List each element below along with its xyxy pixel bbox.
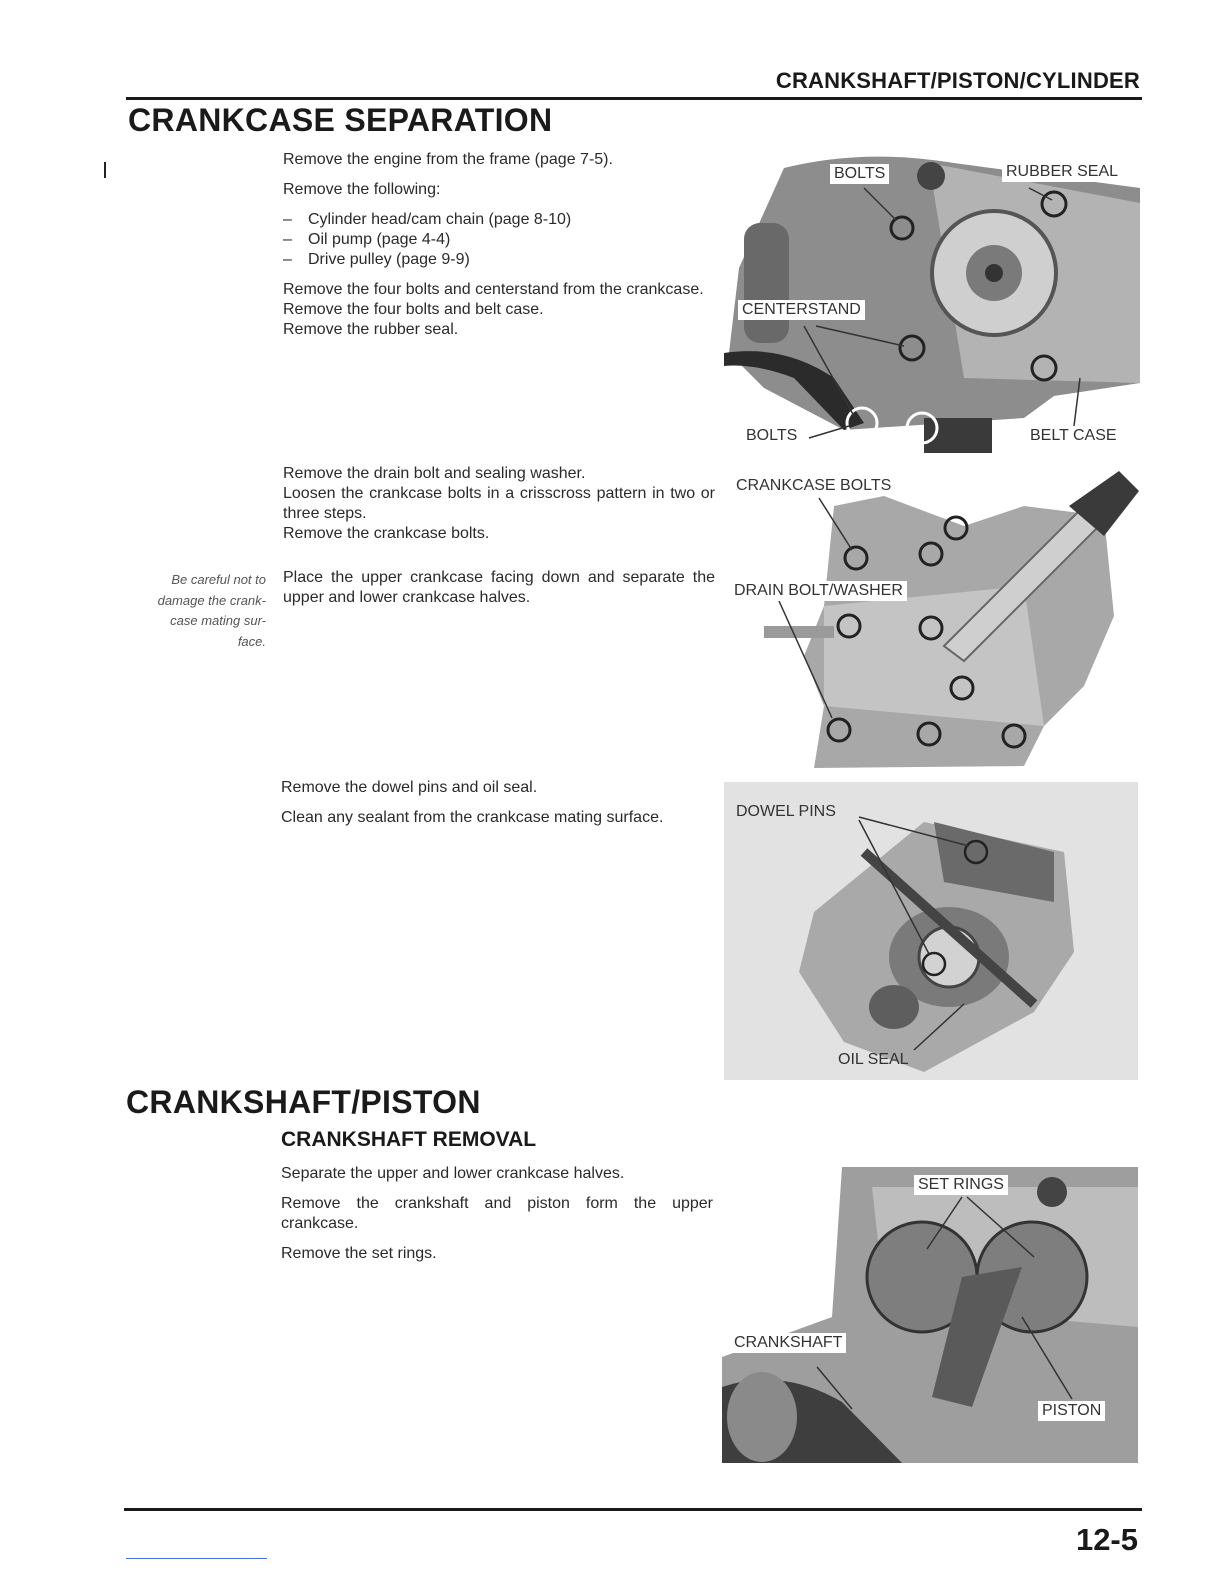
footer-rule [124, 1508, 1142, 1511]
running-header: CRANKSHAFT/PISTON/CYLINDER [775, 68, 1140, 93]
step-remove-belt-case: Remove the four bolts and belt case. [283, 301, 544, 318]
crankcase-photo [724, 466, 1140, 768]
label-drain-bolt-washer: DRAIN BOLT/WASHER [730, 581, 907, 601]
list-item-text: Oil pump (page 4-4) [308, 231, 451, 248]
label-rubber-seal: RUBBER SEAL [1002, 162, 1122, 182]
remove-list [283, 210, 715, 270]
note-line: case mating sur- [170, 613, 266, 628]
figure-crankshaft [722, 1167, 1138, 1463]
section-title-separation: CRANKCASE SEPARATION [128, 102, 553, 138]
crankcase-half-photo [724, 782, 1138, 1080]
step-remove-following: Remove the following: [283, 181, 441, 198]
step-remove-set-rings: Remove the set rings. [281, 1245, 437, 1262]
label-bolts-top: BOLTS [830, 164, 889, 184]
label-belt-case: BELT CASE [1026, 426, 1121, 446]
figure-crankcase-bolts [724, 466, 1140, 768]
list-item-text: Drive pulley (page 9-9) [308, 251, 470, 268]
figure-engine-exterior [724, 148, 1140, 458]
step-remove-crankshaft: Remove the crankshaft and piston form the upper crankcase. [281, 1195, 713, 1232]
step-remove-rubber-seal: Remove the rubber seal. [283, 321, 459, 338]
list-item: – Drive pulley (page 9-9) [283, 251, 470, 268]
label-set-rings: SET RINGS [914, 1175, 1008, 1195]
label-crankcase-bolts: CRANKCASE BOLTS [732, 476, 895, 496]
label-piston: PISTON [1038, 1401, 1105, 1421]
separation-steps-block-1 [283, 150, 715, 340]
step-loosen-bolts: Loosen the crankcase bolts in a crisscross pattern in two or three steps. [283, 485, 715, 522]
label-oil-seal: OIL SEAL [838, 1051, 909, 1068]
step-clean-sealant: Clean any sealant from the crankcase mating surface. [281, 809, 664, 826]
subsection-title-crankshaft-removal: CRANKSHAFT REMOVAL [281, 1128, 537, 1151]
step-remove-drain-bolt: Remove the drain bolt and sealing washer. [283, 465, 586, 482]
crankshaft-steps [281, 1164, 713, 1264]
list-item: – Oil pump (page 4-4) [283, 231, 451, 248]
step-separate-halves: Place the upper crankcase facing down and separate the upper and lower crankcase halves. [283, 569, 715, 606]
link-underline [126, 1558, 267, 1559]
label-dowel-pins: DOWEL PINS [736, 803, 836, 820]
list-item: – Cylinder head/cam chain (page 8-10) [283, 211, 572, 228]
step-remove-crankcase-bolts: Remove the crankcase bolts. [283, 525, 490, 542]
step-remove-dowel-pins: Remove the dowel pins and oil seal. [281, 779, 538, 796]
step-separate-halves-2: Separate the upper and lower crankcase halves. [281, 1165, 625, 1182]
note-line: face. [237, 633, 266, 649]
page-number: 12-5 [1075, 1522, 1138, 1557]
label-centerstand: CENTERSTAND [738, 300, 865, 320]
step-remove-engine: Remove the engine from the frame (page 7-5). [283, 151, 613, 168]
label-bolts-bottom: BOLTS [742, 426, 801, 446]
caution-note [120, 570, 266, 652]
note-line: Be careful not to [171, 572, 266, 587]
figure-dowel-pins [724, 782, 1138, 1080]
section-title-crankshaft-piston: CRANKSHAFT/PISTON [126, 1084, 481, 1120]
separation-steps-block-3 [281, 778, 713, 828]
note-line: damage the crank- [157, 592, 266, 608]
list-item-text: Cylinder head/cam chain (page 8-10) [308, 211, 572, 228]
step-remove-centerstand: Remove the four bolts and centerstand from the crankcase. [283, 281, 704, 298]
separation-steps-block-2 [283, 464, 715, 544]
label-crankshaft: CRANKSHAFT [730, 1333, 846, 1353]
margin-marker [104, 162, 106, 178]
header-rule [126, 97, 1142, 100]
